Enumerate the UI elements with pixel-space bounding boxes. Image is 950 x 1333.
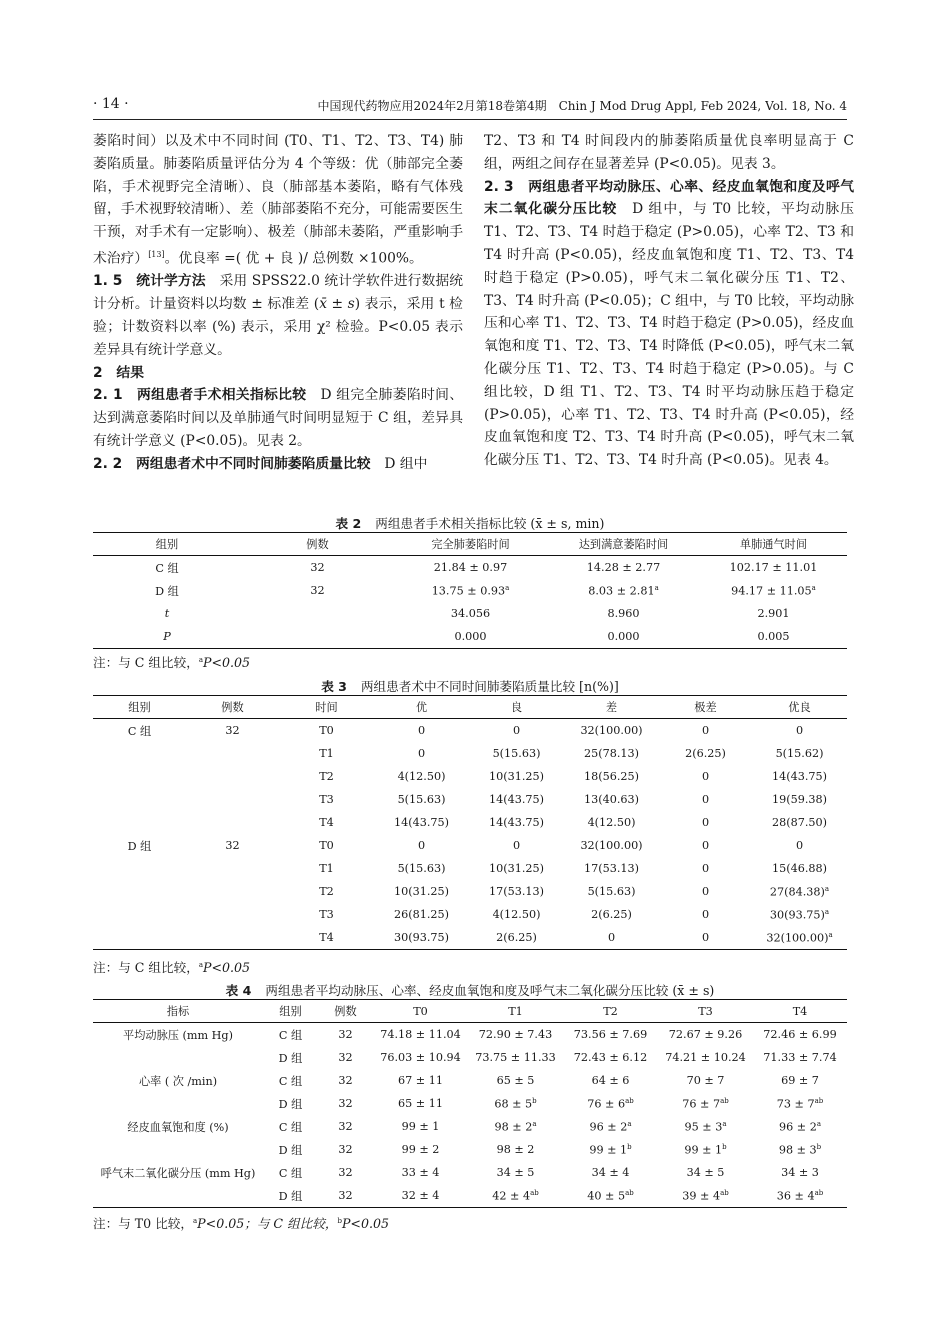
table-header-row: 指标 组别 例数 T0 T1 T2 T3 T4 [93,1000,847,1023]
table-row: t 34.056 8.960 2.901 [164,607,790,620]
table3-caption: 表 3 两组患者术中不同时间肺萎陷质量比较 [n(%)] [321,679,619,694]
table-row: C 组 32 T0 0 0 32(100.00) 0 0 [127,724,804,738]
table2 [93,532,847,649]
section-2-3: 2. 3 两组患者平均动脉压、心率、经皮血氧饱和度及呼气末二氧化碳分压比较 D 组中，与 T0 比较，平均动脉压 T1、T2、T3、T4 时趋于稳定 (P>0.05)，心率 T2、T3 和 T4 时升高 (P<0.05)，经皮血氧饱和度 T1、T2、T3、T4 时趋于稳定 (P>0.05)，呼气末二氧化碳分压 T1、T2、T3、T4 时升高 (P<0.05)；C 组中，与 T0 比较，平均动脉压和心率 T1、T2、T3、T4 时趋于稳定 (P>0.05)，经皮血氧饱和度 T1、T2、T3、T4 时降低 (P<0.05)，呼气末二氧化碳分压 T1、T2、T3、T4 时趋于稳定 (P>0.05)。与 C 组比较，D 组 T1、T2、T3、T4 时平均动脉压趋于稳定 (P>0.05)，心率 T1、T2、T3、T4 时升高 (P<0.05)，经皮血氧饱和度 T2、T3、T4 时升高 (P<0.05)，呼气末二氧化碳分压 T1、T2、T3、T4 时升高 (P<0.05)。见表 4。 [484,178,855,469]
left-column [93,130,463,476]
table-row: C 组 32 21.84 ± 0.97 14.28 ± 2.77 102.17 ± 11.01 [155,561,818,575]
table-row: 平均动脉压 (mm Hg) C 组 32 74.18 ± 11.04 72.90 ± 7.43 73.56 ± 7.69 72.67 ± 9.26 72.46 ± 6.99 [123,1028,837,1042]
section-2-1: 2. 1 两组患者手术相关指标比较 D 组完全肺萎陷时间、达到满意萎陷时间以及单肺通气时间明显短于 C 组，差异具有统计学意义 (P<0.05)。见表 2。 [93,387,463,449]
table-row: 心率 ( 次 /min) C 组 32 67 ± 11 65 ± 5 64 ± 6 70 ± 7 69 ± 7 [138,1074,819,1088]
table-row: T1 5(15.63) 10(31.25) 17(53.13) 0 15(46.88) [319,862,827,875]
table-header-row: 组别 例数 时间 优 良 差 极差 优良 [93,696,847,719]
table3 [93,695,847,950]
section-heading: 1. 5 统计学方法 [93,273,206,290]
page-number: · 14 · [93,96,129,112]
section-heading: 2. 1 两组患者手术相关指标比较 [93,387,307,404]
right-column [484,130,854,472]
table-header-row: 组别 例数 完全肺萎陷时间 达到满意萎陷时间 单肺通气时间 [93,533,847,556]
table-row: 呼气末二氧化碳分压 (mm Hg) C 组 32 33 ± 4 34 ± 5 34 ± 4 34 ± 5 34 ± 3 [100,1166,819,1180]
table-row: T2 4(12.50) 10(31.25) 18(56.25) 0 14(43.75) [319,770,827,783]
header-rule [93,119,847,120]
table-row: T1 0 5(15.63) 25(78.13) 2(6.25) 5(15.62) [319,747,824,760]
section-heading: 2 结果 [93,364,144,381]
table4-note: 注：与 T0 比较，$^a$P<0.05；与 C 组比较，$^b$P<0.05 [93,1216,390,1231]
table-row: 经皮血氧饱和度 (%) C 组 32 99 ± 1 $98 \pm 2^a$ $96 \pm 2^a$ $95 \pm 3^a$ $96 \pm 2^a$ [127,1119,822,1134]
citation-ref: [13] [148,249,165,259]
table-row: D 组 32 32 ± 4 $42 \pm 4^{ab}$ $40 \pm 5^{ab}$ $39 \pm 4^{ab}$ $36 \pm 4^{ab}$ [93,1184,847,1208]
table-row: T2 10(31.25) 17(53.13) 5(15.63) 0 $27(84.38)^a$ [319,884,830,899]
paragraph-methods-tail: 萎陷时间）以及术中不同时间 (T0、T1、T2、T3、T4) 肺萎陷质量。肺萎陷质量评估分为 4 个等级：优（肺部完全萎陷，手术视野完全清晰）、良（肺部基本萎陷，略有气体残留，手术视野较清晰）、差（肺部萎陷不充分，可能需要医生干预，对手术有一定影响）、极差（肺部未萎陷，严重影响手术治疗）[13]。优良率 =( 优 + 良 )/ 总例数 ×100%。 [93,133,463,267]
section-2-2: 2. 2 两组患者术中不同时间肺萎陷质量比较 D 组中 [93,455,428,472]
section-1-5: 1. 5 统计学方法 采用 SPSS22.0 统计学软件进行数据统计分析。计量资料以均数 ± 标准差 (x̄ ± s) 表示，采用 t 检验；计数资料以率 (%) 表示，采用 χ² 检验。P<0.05 表示差异具有统计学意义。 [93,273,463,358]
section-2 [93,362,463,385]
running-header [93,96,847,118]
table-row: T3 26(81.25) 4(12.50) 2(6.25) 0 $30(93.75)^a$ [319,907,830,922]
table3-note: 注：与 C 组比较，$^a$P<0.05 [93,960,251,975]
journal-citation: 中国现代药物应用2024年2月第18卷第4期 Chin J Mod Drug Appl, Feb 2024, Vol. 18, No. 4 [317,99,847,113]
table-row: D 组 32 99 ± 2 98 ± 2 $99 \pm 1^b$ $99 \pm 1^b$ $98 \pm 3^b$ [278,1142,822,1157]
table-row: T3 5(15.63) 14(43.75) 13(40.63) 0 19(59.38) [319,793,827,806]
table2-caption: 表 2 两组患者手术相关指标比较 (x̄ ± s, min) [335,516,605,531]
section-2-2-cont: T2、T3 和 T4 时间段内的肺萎陷质量优良率明显高于 C 组，两组之间存在显著差异 (P<0.05)。见表 3。 [484,133,854,172]
table-row: T4 30(93.75) 2(6.25) 0 0 $32(100.00)^a$ [93,926,847,950]
table-row: D 组 32 65 ± 11 $68 \pm 5^b$ $76 \pm 6^{ab}$ $76 \pm 7^{ab}$ $73 \pm 7^{ab}$ [278,1096,824,1111]
table4-caption: 表 4 两组患者平均动脉压、心率、经皮血氧饱和度及呼气末二氧化碳分压比较 (x̄ ± s) [225,983,715,998]
mean-sd-symbol: x̄ ± s [319,296,355,313]
table-row: D 组 32 76.03 ± 10.94 73.75 ± 11.33 72.43 ± 6.12 74.21 ± 10.24 71.33 ± 7.74 [278,1051,837,1065]
table-row: D 组 32 13.75 ± 0.93$^a$ 8.03 ± 2.81$^a$ 94.17 ± 11.05$^a$ [155,583,816,598]
table2-note: 注：与 C 组比较，$^a$P<0.05 [93,655,251,670]
section-heading: 2. 2 两组患者术中不同时间肺萎陷质量比较 [93,455,371,472]
section-heading: 2. 3 两组患者平均动脉压、心率、经皮血氧饱和度及呼气末二氧化碳分压比较 [484,178,854,218]
table-row: D 组 32 T0 0 0 32(100.00) 0 0 [127,839,804,853]
table-row: T4 14(43.75) 14(43.75) 4(12.50) 0 28(87.50) [319,816,827,829]
table4 [93,999,847,1208]
table-row: P 0.000 0.000 0.005 [93,625,847,649]
